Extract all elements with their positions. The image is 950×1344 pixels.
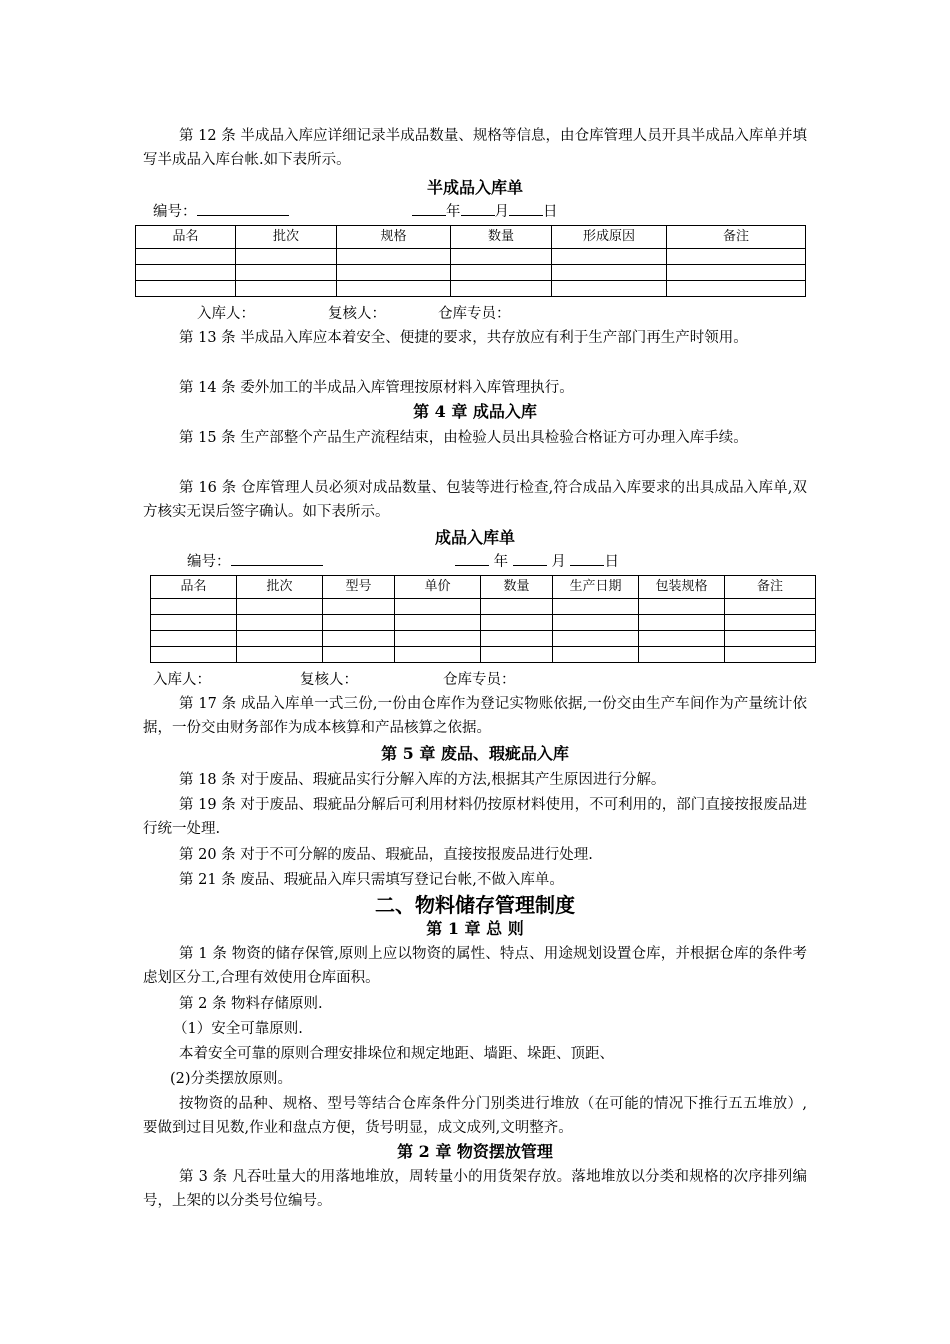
form1-empty-row	[136, 281, 806, 297]
form2-month-blank	[513, 551, 547, 566]
principle-2-text: 按物资的品种、规格、型号等结合仓库条件分门别类进行堆放（在可能的情况下推行五五堆放）,要做到过目见数,作业和盘点方便，货号明显，成文成列,文明整齐。	[143, 1096, 807, 1136]
part-2-heading: 二、物料储存管理制度	[375, 893, 575, 917]
form1-code-blank	[197, 201, 289, 216]
form2-table	[150, 575, 816, 663]
article-3: 第 3 条 凡吞吐量大的用落地堆放，周转量小的用货架存放。落地堆放以分类和规格的次序排列编号，上架的以分类号位编号。	[143, 1169, 807, 1209]
chapter-2-heading: 第 2 章 物资摆放管理	[397, 1142, 553, 1161]
form1-header-cell: 形成原因	[552, 226, 667, 249]
article-20: 第 20 条 对于不可分解的废品、瑕疵品，直接按报废品进行处理.	[179, 847, 593, 863]
form2-date-line	[455, 551, 619, 572]
form2-year-blank	[455, 551, 489, 566]
article-2: 第 2 条 物料存储原则.	[179, 996, 323, 1012]
form2-header-cell: 备注	[725, 576, 816, 599]
form1-sign-review: 复核人：	[328, 306, 386, 322]
form1-month-label: 月	[494, 204, 509, 220]
form2-day-blank	[570, 551, 604, 566]
form2-header-cell: 数量	[481, 576, 553, 599]
form2-empty-row	[151, 647, 816, 663]
chapter-4-heading: 第 4 章 成品入库	[413, 402, 537, 421]
form1-empty-row	[136, 249, 806, 265]
form1-header-cell: 备注	[667, 226, 806, 249]
form2-empty-row	[151, 615, 816, 631]
form1-header-cell: 规格	[337, 226, 451, 249]
form2-month-label: 月	[551, 554, 566, 570]
form1-header-cell: 批次	[236, 226, 337, 249]
form2-sign-store: 仓库专员：	[443, 672, 516, 688]
form2-year-label: 年	[493, 554, 509, 570]
form1-header-cell: 数量	[451, 226, 552, 249]
form1-date-line	[412, 201, 558, 222]
form1-header-cell: 品名	[136, 226, 236, 249]
form1-title: 半成品入库单	[426, 178, 523, 197]
form2-sign-review: 复核人：	[300, 672, 358, 688]
principle-1: （1）安全可靠原则.	[173, 1021, 303, 1037]
form1-empty-row	[136, 265, 806, 281]
article-18: 第 18 条 对于废品、瑕疵品实行分解入库的方法,根据其产生原因进行分解。	[179, 772, 666, 788]
form1-year-label: 年	[446, 204, 461, 220]
principle-2: (2)分类摆放原则。	[170, 1071, 293, 1087]
form1-code-line	[153, 201, 289, 222]
article-19: 第 19 条 对于废品、瑕疵品分解后可利用材料仍按原材料使用，不可利用的，部门直接按报废品进行统一处理.	[143, 797, 807, 837]
form1-table	[135, 225, 806, 297]
article-15: 第 15 条 生产部整个产品生产流程结束，由检验人员出具检验合格证方可办理入库手续。	[179, 430, 748, 446]
form1-month-blank	[461, 201, 495, 216]
form2-header-cell: 批次	[237, 576, 323, 599]
article-21: 第 21 条 废品、瑕疵品入库只需填写登记台帐,不做入库单。	[179, 872, 564, 888]
article-12: 第 12 条 半成品入库应详细记录半成品数量、规格等信息，由仓库管理人员开具半成品入库单并填写半成品入库台帐.如下表所示。	[143, 128, 807, 168]
form2-sign-in: 入库人：	[153, 672, 211, 688]
article-17: 第 17 条 成品入库单一式三份,一份由仓库作为登记实物账依据,一份交由生产车间作为产量统计依据，一份交由财务部作为成本核算和产品核算之依据。	[143, 696, 807, 736]
form2-title: 成品入库单	[434, 528, 515, 547]
form1-day-label: 日	[543, 204, 558, 220]
chapter-1-heading: 第 1 章 总 则	[426, 919, 524, 938]
form2-header-cell: 包装规格	[639, 576, 725, 599]
form2-header-cell: 生产日期	[553, 576, 639, 599]
form1-year-blank	[412, 201, 446, 216]
form2-empty-row	[151, 599, 816, 615]
article-14: 第 14 条 委外加工的半成品入库管理按原材料入库管理执行。	[179, 380, 574, 396]
article-13: 第 13 条 半成品入库应本着安全、便捷的要求，共存放应有利于生产部门再生产时领用。	[179, 330, 748, 346]
article-1: 第 1 条 物资的储存保管,原则上应以物资的属性、特点、用途规划设置仓库，并根据仓库的条件考虑划区分工,合理有效使用仓库面积。	[143, 946, 807, 986]
article-16: 第 16 条 仓库管理人员必须对成品数量、包装等进行检查,符合成品入库要求的出具成品入库单,双方核实无误后签字确认。如下表所示。	[143, 480, 807, 520]
form2-day-label: 日	[604, 554, 619, 570]
form2-code-blank	[231, 551, 323, 566]
form1-sign-in: 入库人：	[197, 306, 255, 322]
form2-header-cell: 型号	[323, 576, 395, 599]
form2-empty-row	[151, 631, 816, 647]
form1-day-blank	[509, 201, 543, 216]
form2-header-cell: 单价	[395, 576, 481, 599]
form1-code-label: 编号：	[153, 204, 197, 220]
form2-code-label: 编号：	[187, 554, 231, 570]
principle-1-text: 本着安全可靠的原则合理安排垛位和规定地距、墙距、垛距、顶距、	[179, 1046, 614, 1062]
form2-header-cell: 品名	[151, 576, 237, 599]
form2-code-line	[187, 551, 323, 572]
chapter-5-heading: 第 5 章 废品、瑕疵品入库	[381, 744, 569, 763]
form1-sign-store: 仓库专员：	[438, 306, 511, 322]
